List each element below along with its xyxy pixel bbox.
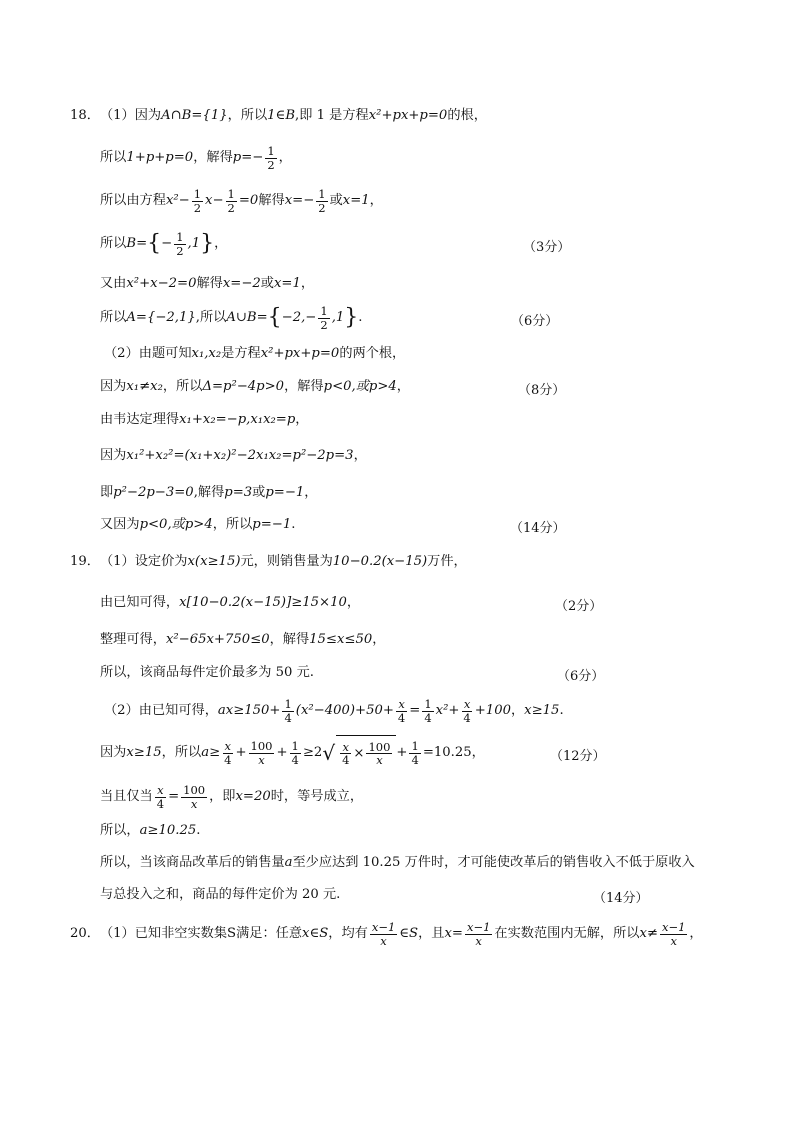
p18-line-1 [70,98,487,134]
text: 由已知可得， [100,595,180,610]
math: x≥15 [126,745,162,760]
score-14: （14分） [510,521,566,536]
math: Δ=p²−4p>0 [202,379,285,394]
text: ，所以 [161,745,202,760]
text: . [358,310,363,325]
numerator: x [398,697,405,712]
text: ，解得 [269,632,310,647]
math: x=−2 [222,276,261,291]
text: 因为 [100,379,127,394]
math: ,1 [331,310,345,325]
radicand [336,735,396,772]
math: 15≤x≤50 [309,632,373,647]
denominator: 4 [224,752,232,767]
math: x=− [284,193,315,208]
math: p=3 [224,485,253,500]
p18-line-4 [100,226,227,262]
fraction [366,741,392,766]
denominator: x [190,796,198,811]
denominator: 4 [291,752,299,767]
math: + [396,745,408,760]
math: A∪B= [226,310,268,325]
denominator: 4 [411,752,419,767]
fraction [174,231,185,256]
math: x²− [165,193,190,208]
denominator: 4 [284,710,292,725]
math: 1+p+p=0 [126,150,194,165]
p19-line-5 [104,693,564,729]
text: 即 [100,485,114,500]
brace-right: } [344,305,359,330]
text: 在实数范围内无解，所以 [494,926,640,941]
text: ， [510,703,525,718]
denominator: 2 [320,317,328,332]
text: ， [353,448,367,463]
numerator: 1 [291,739,299,754]
math: =0 [238,193,259,208]
text: ,解得 [193,485,225,500]
math: x(x≥15) [187,554,241,569]
text: ， [214,236,228,251]
math: x− [205,193,224,208]
math: x²−65x+750≤0 [165,632,270,647]
text: 或 [252,485,266,500]
text: ,即 1 是方程 [295,108,369,123]
numerator: 1 [320,304,328,319]
text: （2）由题可知 [104,346,192,361]
text: ，所以 [227,108,268,123]
problem-number: 19． [70,554,100,569]
denominator: x [376,753,383,767]
text: 时，等号成立， [270,789,364,804]
fraction [282,698,293,723]
math: x²+px+p=0 [368,108,448,123]
math: x∈S [302,926,329,941]
math: x₁²+x₂²=(x₁+x₂)²−2x₁x₂=p²−2p=3 [126,448,354,463]
numerator: 100 [368,739,391,754]
score-12: （12分） [550,749,606,764]
text: （1）因为 [99,108,162,123]
denominator: 4 [156,796,165,811]
numerator: 100 [250,739,273,754]
text: ， [372,632,386,647]
p19-line-7 [100,779,363,815]
fraction [396,698,407,723]
fraction [370,921,397,946]
text: 是方程 [221,346,261,361]
fraction [226,188,237,213]
math: +100 [474,703,511,718]
fraction [409,740,420,765]
math: a≥10.25 [139,823,197,838]
numerator: 1 [284,697,292,712]
numerator: 1 [193,187,202,202]
score-3: （3分） [523,240,571,255]
score-6: （6分） [511,314,559,329]
numerator: 100 [183,783,206,798]
text: ， [295,412,309,427]
denominator: x [670,933,677,948]
math: x²+ [435,703,460,718]
math: (x²−400)+50+ [295,703,394,718]
text: 解得 [258,193,285,208]
numerator: x−1 [371,920,396,935]
math: B= [126,236,148,251]
math: = [409,703,421,718]
p18-line-11 [100,475,317,511]
math: x₁,x₂ [191,346,222,361]
denominator: x [380,933,387,948]
math: x²+x−2=0 [126,276,197,291]
text: . [196,823,201,838]
fraction [340,741,351,766]
math: x=1 [342,193,370,208]
brace-left: { [267,305,282,330]
math: p=−1 [265,485,305,500]
p18-line-10 [100,438,367,474]
numerator: 1 [227,187,235,202]
text: ， [369,193,383,208]
math: ax≥150+ [217,703,281,718]
math: x₁+x₂=−p,x₁x₂=p [179,412,296,427]
numerator: 1 [267,144,275,159]
denominator: 2 [227,200,235,215]
text: . [291,517,296,532]
math: 10−0.2(x−15) [332,554,428,569]
square-root [322,735,396,772]
text: ，解得 [193,150,233,165]
text: ，所以 [212,517,253,532]
text: 又由 [100,276,127,291]
math: ,1 [187,236,201,251]
p18-line-5 [100,266,314,302]
text: 与总投入之和，商品的每件定价为 20 元. [100,887,341,902]
math: 1∈B [267,108,296,123]
text: ，解得 [284,379,324,394]
text: ， [689,926,703,941]
text: 所以 [100,236,127,251]
fraction [265,145,276,170]
p18-line-6 [100,300,362,336]
text: ，且 [418,926,445,941]
numerator: x [224,739,232,754]
brace-right: } [200,231,215,256]
denominator: 2 [267,157,275,172]
math: p<0,或p>4 [139,517,213,532]
text: （2）由已知可得， [104,703,218,718]
text: ，均有 [328,926,368,941]
denominator: 4 [397,710,406,725]
math: p=−1 [252,517,292,532]
fraction [290,740,301,765]
text: 因为 [100,448,127,463]
fraction [192,188,203,213]
p18-line-3 [100,183,383,219]
problem-number: 18． [70,108,100,123]
text: 因为 [100,745,127,760]
text: 又因为 [100,517,140,532]
p20-line-1 [70,916,703,952]
p19-line-2 [100,585,360,621]
numerator: x−1 [466,920,491,935]
math: x₁≠x₂ [126,379,163,394]
p18-line-2 [100,140,292,176]
numerator: 1 [176,230,184,245]
text: 万件， [427,554,467,569]
text: （1）设定价为 [99,554,188,569]
fraction [155,784,166,809]
fraction [465,921,492,946]
text: ，即 [209,789,236,804]
text: 或 [329,193,343,208]
text: 所以 [100,310,127,325]
numerator: 1 [411,739,419,754]
math: + [235,745,247,760]
denominator: 4 [342,753,350,767]
text: ,所以 [195,310,227,325]
numerator: x−1 [661,920,686,935]
text: . [559,703,564,718]
text: ， [300,276,315,291]
text: ， [396,379,410,394]
math: x= [444,926,463,941]
p19-line-10 [100,877,340,913]
text: ，所以 [162,379,203,394]
math: ∈S [399,926,419,941]
numerator: x [342,739,349,754]
math: x=20 [235,789,271,804]
text: 所以，当该商品改革后的销售量 [100,855,285,870]
denominator: 2 [176,243,184,258]
numerator: 1 [424,697,432,712]
math: p<0,或p>4 [323,379,397,394]
p19-line-9 [100,845,695,881]
math: A={−2,1} [126,310,196,325]
text: 所以由方程 [100,193,166,208]
math: × [353,745,365,761]
math: −2,− [281,310,317,325]
denominator: 2 [318,200,326,215]
math: =10.25 [422,745,472,760]
math: ≥2 [302,745,323,760]
p18-line-12 [100,507,295,543]
radical-sign: √ [322,741,336,765]
fraction [660,921,687,946]
p19-line-1 [70,544,467,580]
numerator: 1 [318,187,326,202]
text: ， [304,485,318,500]
text: ， [278,150,292,165]
math: x=1 [273,276,301,291]
p18-line-9 [100,402,308,438]
problem-number: 20． [70,926,100,941]
math: a≥ [201,745,221,760]
math: A∩B={1} [161,108,228,123]
fraction [422,698,433,723]
math: p=− [232,150,264,165]
p19-line-4 [100,655,314,691]
p18-line-8 [100,369,410,405]
math: a [284,855,293,870]
text: 解得 [196,276,223,291]
text: 所以 [100,150,127,165]
fraction [461,698,472,723]
text: 所以，该商品每件定价最多为 50 元. [100,665,314,680]
math: + [276,745,288,760]
score-2: （2分） [555,599,603,614]
denominator: 4 [463,710,471,725]
brace-left: { [147,231,162,256]
fraction [316,188,327,213]
text: 所以， [100,823,140,838]
text: 或 [260,276,274,291]
denominator: 4 [424,710,432,725]
p18-line-7 [104,336,405,372]
denominator: x [258,752,265,767]
text: 的根， [447,108,487,123]
text: 元，则销售量为 [240,554,333,569]
text: 由韦达定理得 [100,412,180,427]
math: x²+px+p=0 [260,346,340,361]
score-14b: （14分） [593,891,649,906]
math: x≥15 [524,703,560,718]
score-6b: （6分） [557,669,605,684]
text: 的两个根， [339,346,406,361]
p19-line-3 [100,622,385,658]
math: x≠ [639,926,658,941]
fraction [318,305,329,330]
denominator: x [475,933,482,948]
math: = [168,789,180,804]
score-8: （8分） [518,383,566,398]
fraction [181,784,207,809]
denominator: 2 [193,200,202,215]
math: x[10−0.2(x−15)]≥15×10 [179,595,347,610]
math: − [161,236,173,251]
text: 整理可得， [100,632,166,647]
p19-line-6 [100,735,485,771]
numerator: x [463,697,471,712]
text: ， [346,595,361,610]
text: （1）已知非空实数集S满足：任意 [99,926,303,941]
fraction [222,740,233,765]
p19-line-8 [100,813,200,849]
fraction [249,740,275,765]
numerator: x [157,783,164,798]
text: ， [471,745,485,760]
text: 至少应达到 10.25 万件时，才可能使改革后的销售收入不低于原收入 [292,855,695,870]
text: 当且仅当 [100,789,153,804]
math: p²−2p−3=0 [113,485,194,500]
